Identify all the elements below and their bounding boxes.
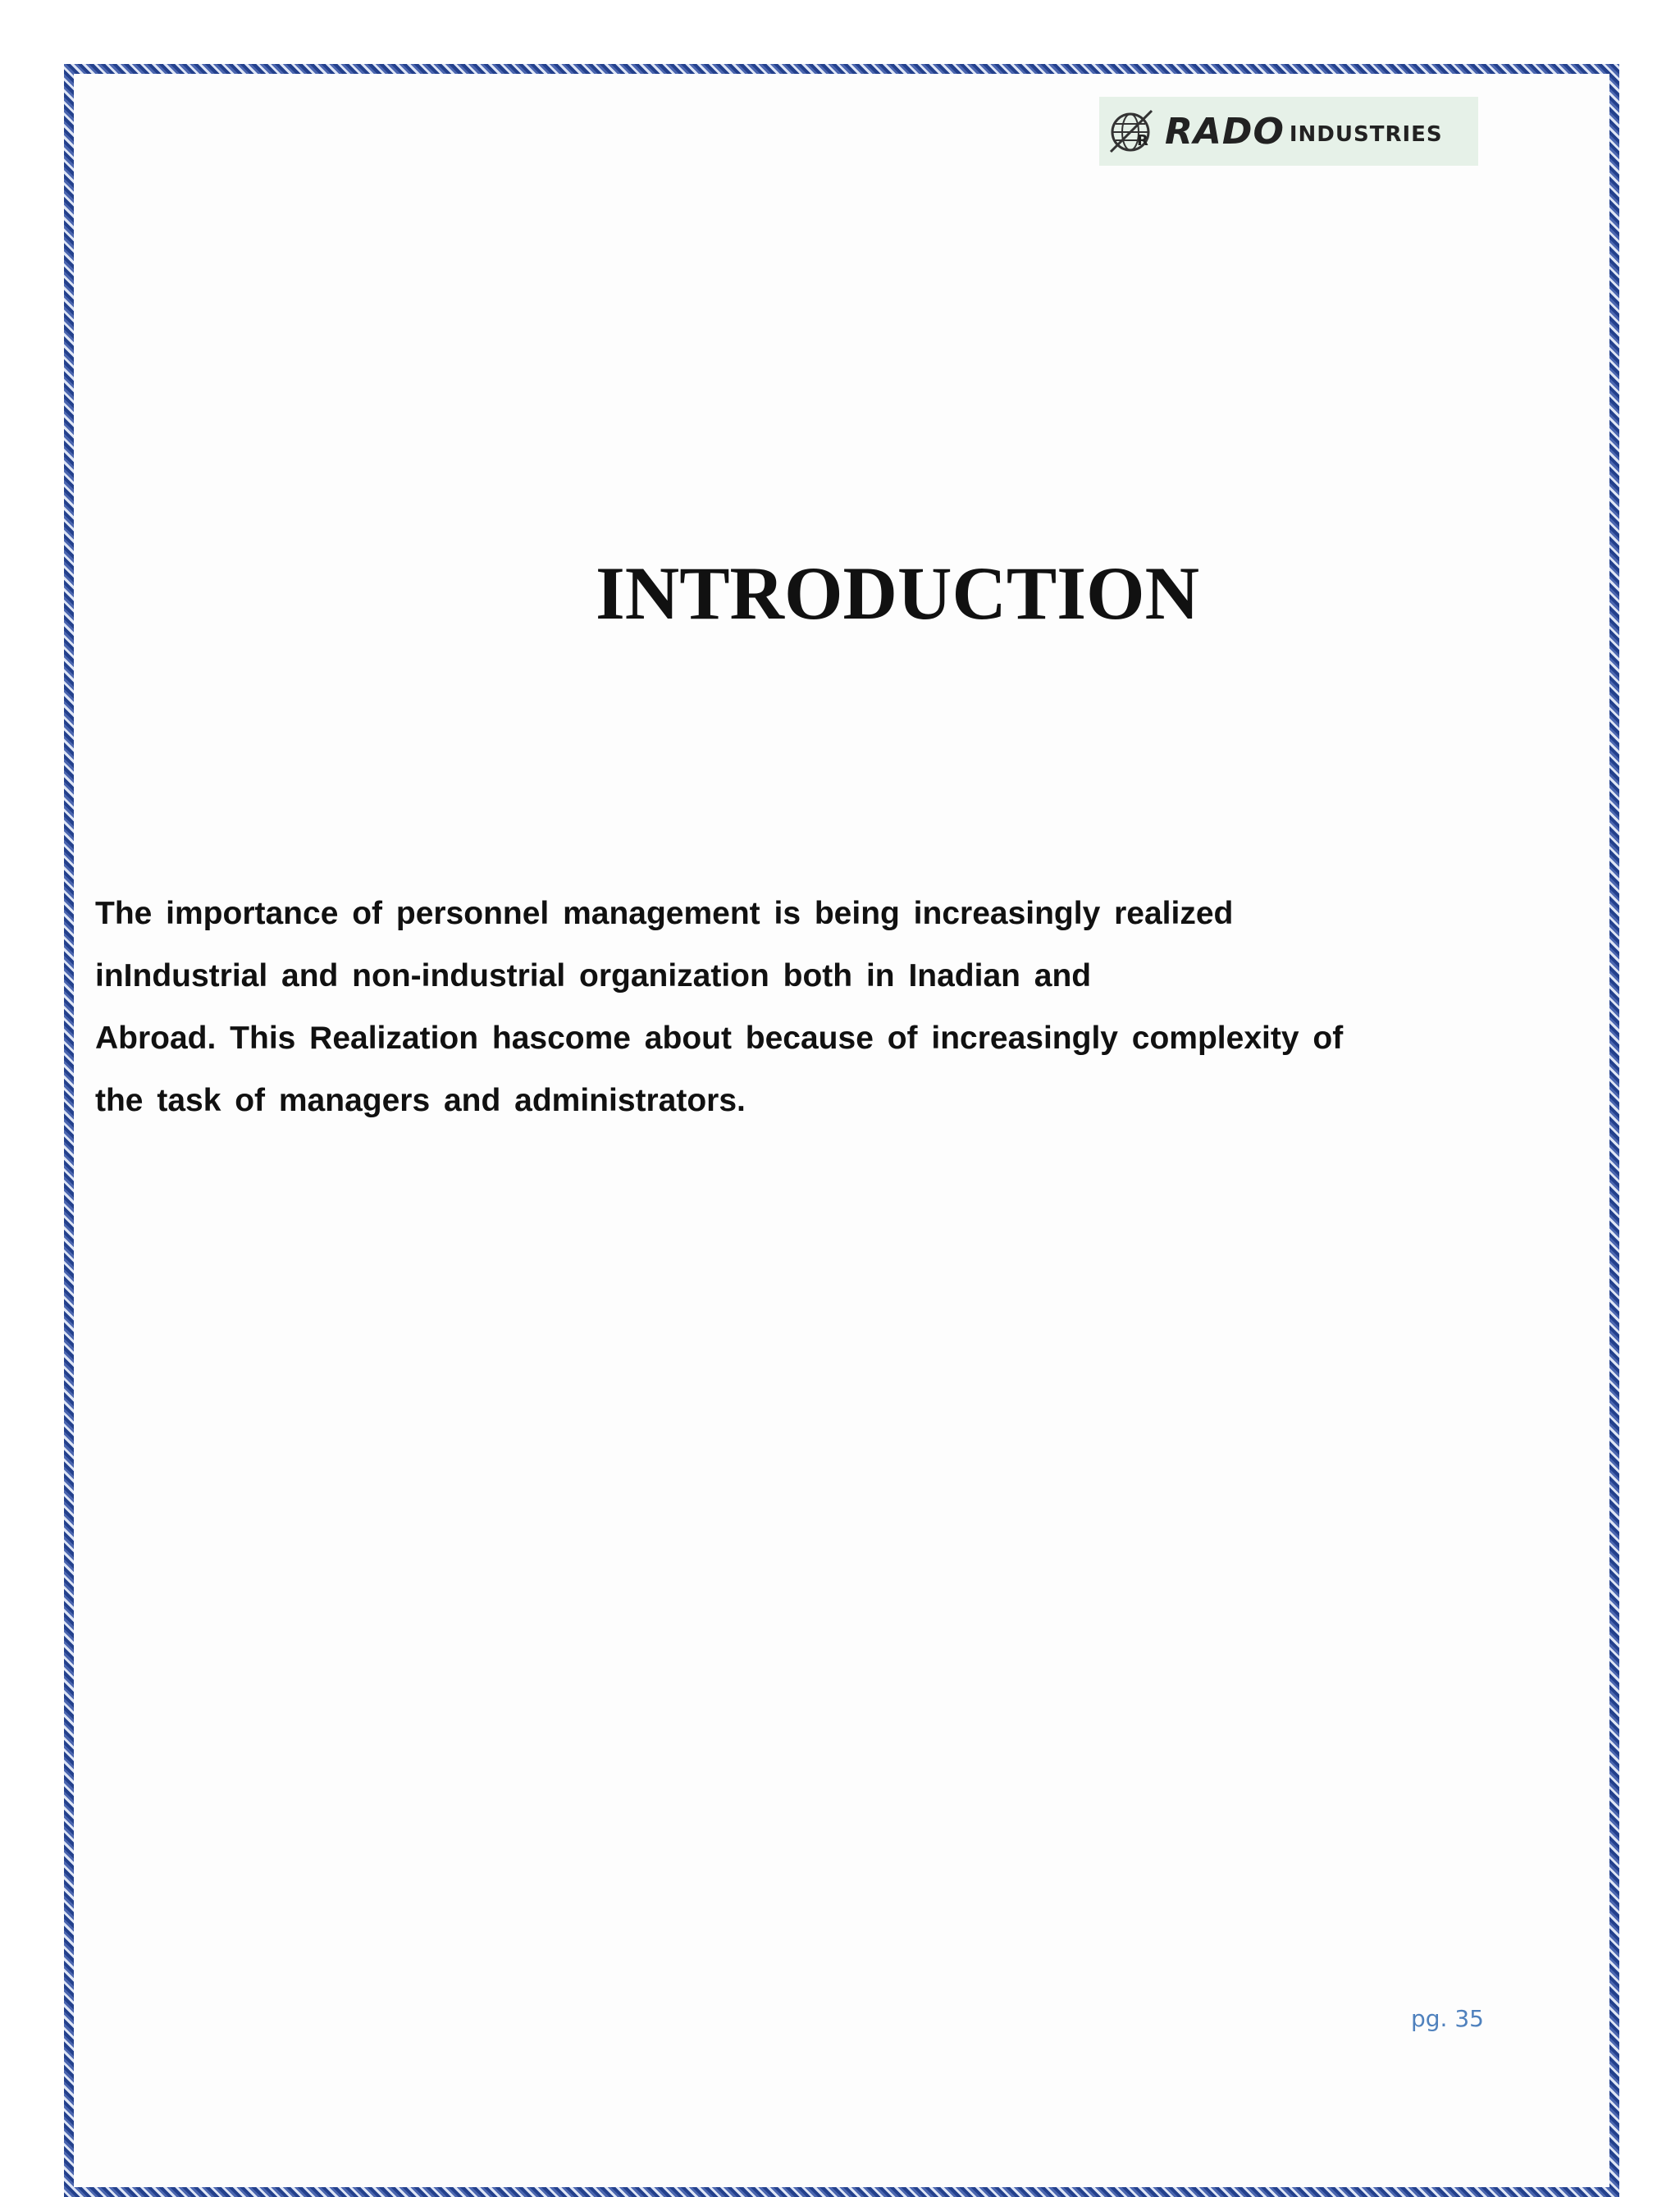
body-paragraph <box>95 883 1343 1132</box>
body-line: inIndustrial and non-industrial organization both in Inadian and <box>95 958 1092 993</box>
logo-brand-name: RADO <box>1165 110 1285 153</box>
body-line: The importance of personnel management is being increasingly realized <box>95 896 1234 931</box>
page-title: INTRODUCTION <box>595 551 1200 635</box>
body-line: Abroad. This Realization hascome about because of increasingly complexity of <box>95 1021 1344 1056</box>
page-number: pg. 35 <box>1411 2005 1484 2032</box>
body-line: the task of managers and administrators. <box>95 1083 746 1118</box>
company-logo <box>1099 97 1478 166</box>
logo-subtitle: INDUSTRIES <box>1289 122 1443 147</box>
globe-icon <box>1106 106 1157 157</box>
svg-text:R: R <box>1137 132 1148 149</box>
